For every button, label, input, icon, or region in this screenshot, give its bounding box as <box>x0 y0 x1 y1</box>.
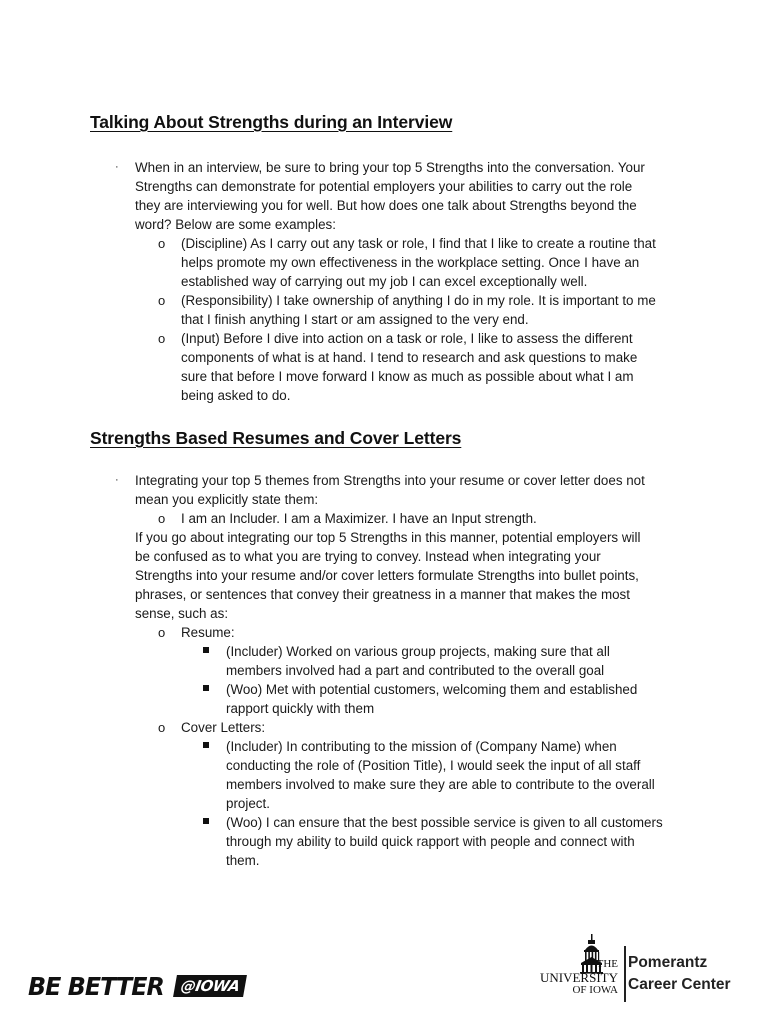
text-line: (Responsibility) I take ownership of anything I do in my role. It is important to me <box>181 293 656 308</box>
nested-list-item <box>90 680 690 718</box>
square-bullet-icon <box>203 647 209 653</box>
text-line: being asked to do. <box>181 388 291 403</box>
sub-list-item <box>90 234 690 291</box>
center-line: Pomerantz <box>628 954 708 971</box>
sub-bullet-marker: o <box>158 720 166 735</box>
text-line: components of what is at hand. I tend to research and ask questions to make <box>181 350 638 365</box>
text-line: If you go about integrating our top 5 Strengths in this manner, potential employers will <box>135 530 641 545</box>
text-line: (Woo) I can ensure that the best possible service is given to all customers <box>226 815 663 830</box>
sub-list-item-resume <box>90 623 690 642</box>
sub-list-item <box>90 329 690 405</box>
text-line: helps promote my own effectiveness in the workplace setting. Once I have an <box>181 255 640 270</box>
list-item <box>90 471 690 509</box>
university-line: UNIVERSITY <box>540 970 618 985</box>
slogan-text: BE BETTER <box>28 971 164 1001</box>
section-heading: Talking About Strengths during an Interview <box>90 112 453 132</box>
list-item <box>90 158 690 234</box>
section-body <box>90 471 690 870</box>
text-line: they are interviewing you for well. But how does one talk about Strengths beyond the <box>135 198 637 213</box>
text-line: them. <box>226 853 260 868</box>
university-logo <box>536 930 736 1005</box>
sub-bullet-marker: o <box>158 293 166 308</box>
text-line: (Includer) Worked on various group projects, making sure that all <box>226 644 610 659</box>
text-line: members involved had a part and contributed to the overall goal <box>226 663 605 678</box>
nested-list-item <box>90 642 690 680</box>
nested-list-item <box>90 813 690 870</box>
text-line: be confused as to what you are trying to convey. Instead when integrating your <box>135 549 601 564</box>
text-line: established way of carrying out my job I can excel exceptionally well. <box>181 274 588 289</box>
text-line: rapport quickly with them <box>226 701 375 716</box>
section-interview-strengths <box>90 112 690 405</box>
square-bullet-icon <box>203 685 209 691</box>
logo-divider <box>624 946 626 1002</box>
text-line: (Input) Before I dive into action on a task or role, I like to assess the different <box>181 331 633 346</box>
text-line: through my ability to build quick rapport with people and connect with <box>226 834 635 849</box>
bullet-marker: · <box>115 474 119 486</box>
sub-list-label: Cover Letters: <box>181 720 266 735</box>
section-resumes-cover-letters <box>90 428 690 870</box>
bullet-marker: · <box>115 161 119 173</box>
sub-list-label: Resume: <box>181 625 235 640</box>
sub-bullet-marker: o <box>158 236 166 251</box>
text-line: When in an interview, be sure to bring your top 5 Strengths into the conversation. Your <box>135 160 645 175</box>
square-bullet-icon <box>203 818 209 824</box>
slogan-tag: @IOWA <box>173 975 247 997</box>
text-line: (Discipline) As I carry out any task or role, I find that I like to create a routine that <box>181 236 656 251</box>
center-line: Career Center <box>628 976 731 993</box>
sub-bullet-marker: o <box>158 625 166 640</box>
sub-bullet-marker: o <box>158 511 166 526</box>
text-line: sense, such as: <box>135 606 229 621</box>
section-heading: Strengths Based Resumes and Cover Letters <box>90 428 462 448</box>
text-line: that I finish anything I start or am assigned to the very end. <box>181 312 529 327</box>
text-line: Strengths can demonstrate for potential employers your abilities to carry out the role <box>135 179 633 194</box>
text-line: I am an Includer. I am a Maximizer. I have an Input strength. <box>181 511 537 526</box>
sub-list-item <box>90 509 690 528</box>
sub-bullet-marker: o <box>158 331 166 346</box>
career-center-name <box>628 952 731 996</box>
university-line: OF IOWA <box>572 984 618 996</box>
text-line: phrases, or sentences that convey their greatness in a manner that makes the most <box>135 587 630 602</box>
text-line: Integrating your top 5 themes from Strengths into your resume or cover letter does not <box>135 473 645 488</box>
text-line: conducting the role of (Position Title), I would seek the input of all staff <box>226 758 641 773</box>
nested-list-item <box>90 737 690 813</box>
text-line: word? Below are some examples: <box>135 217 336 232</box>
university-line: THE <box>596 958 618 970</box>
university-wordmark <box>536 958 618 997</box>
text-line: Strengths into your resume and/or cover letters formulate Strengths into bullet points, <box>135 568 639 583</box>
square-bullet-icon <box>203 742 209 748</box>
text-line: (Includer) In contributing to the mission of (Company Name) when <box>226 739 617 754</box>
text-line: (Woo) Met with potential customers, welcoming them and established <box>226 682 638 697</box>
be-better-logo <box>28 966 245 1006</box>
text-line: project. <box>226 796 270 811</box>
text-line: sure that before I move forward I know as much as possible about what I am <box>181 369 634 384</box>
text-line: mean you explicitly state them: <box>135 492 319 507</box>
sub-list-item-cover-letters <box>90 718 690 737</box>
continuation-paragraph <box>90 528 690 623</box>
section-body <box>90 158 690 405</box>
sub-list-item <box>90 291 690 329</box>
text-line: members involved to make sure they are able to contribute to the overall <box>226 777 655 792</box>
